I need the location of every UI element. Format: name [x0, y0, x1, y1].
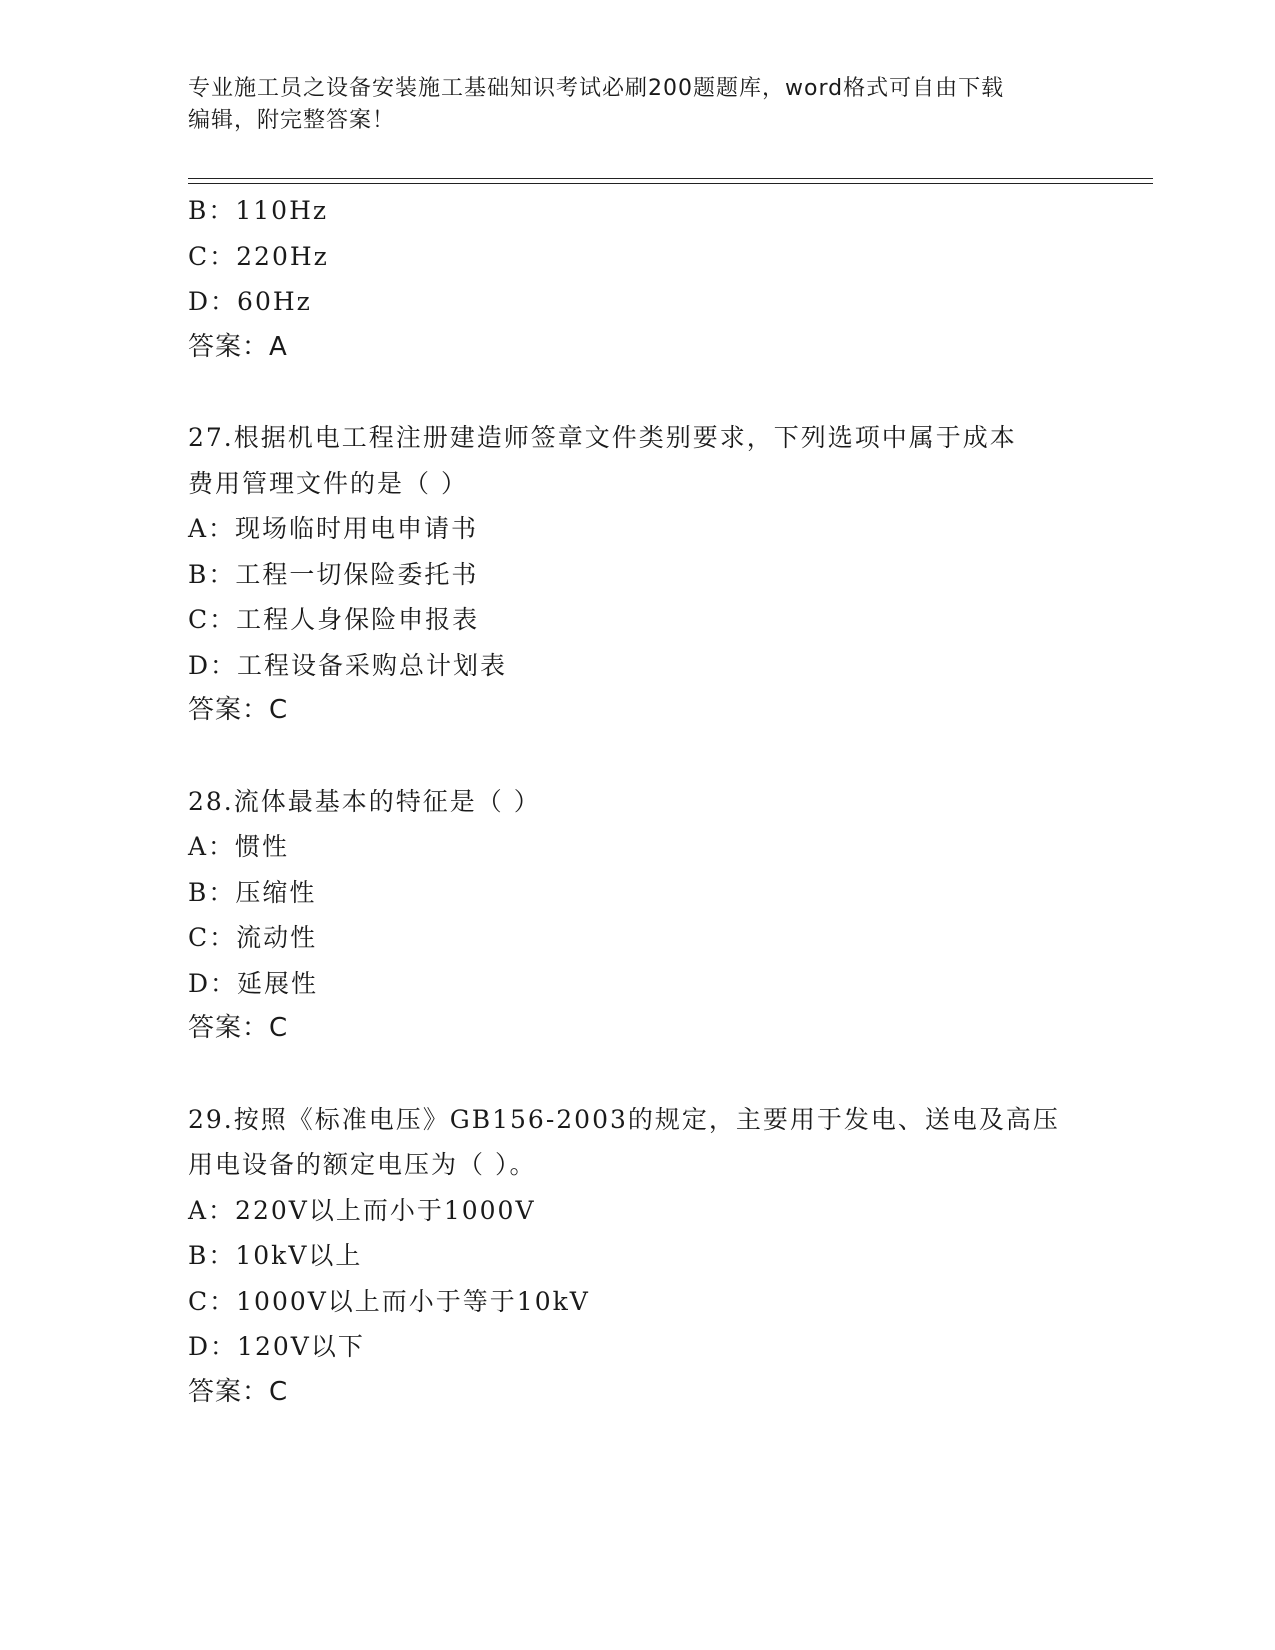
option-d: D：延展性: [188, 968, 319, 998]
option-b: B：工程一切保险委托书: [188, 559, 479, 589]
answer: 答案：C: [188, 1013, 289, 1043]
option-b: B：110Hz: [188, 196, 329, 225]
header-line-2: 编辑，附完整答案！: [188, 108, 396, 133]
question-stem-line: 28.流体最基本的特征是（ ）: [188, 786, 541, 816]
option-d: D：120V以下: [188, 1332, 365, 1361]
question-28: [188, 779, 1088, 1052]
option-c: C：220Hz: [188, 241, 329, 271]
question-stem-line: 费用管理文件的是（ ）: [188, 468, 468, 498]
question-stem-line: 27.根据机电工程注册建造师签章文件类别要求，下列选项中属于成本: [188, 423, 1017, 452]
option-c: C：工程人身保险申报表: [188, 605, 480, 634]
option-a: A：惯性: [188, 832, 290, 861]
option-a: A：220V以上而小于1000V: [188, 1195, 536, 1225]
partial-question: [188, 188, 1088, 370]
answer: 答案：A: [188, 331, 288, 362]
question-29: [188, 1097, 1088, 1416]
header-line-1: 专业施工员之设备安装施工基础知识考试必刷200题题库，word格式可自由下载: [188, 76, 1005, 101]
option-d: D：60Hz: [188, 287, 312, 316]
header-divider-bottom: [188, 183, 1153, 184]
header-divider-top: [188, 178, 1153, 179]
option-a: A：现场临时用电申请书: [188, 514, 479, 543]
question-stem-line: 29.按照《标准电压》GB156-2003的规定，主要用于发电、送电及高压: [188, 1104, 1060, 1134]
option-b: B：压缩性: [188, 877, 317, 907]
question-27: [188, 415, 1088, 734]
option-c: C：1000V以上而小于等于10kV: [188, 1286, 590, 1316]
option-d: D：工程设备采购总计划表: [188, 650, 508, 680]
answer: 答案：C: [188, 695, 289, 725]
option-c: C：流动性: [188, 923, 318, 952]
question-stem-line: 用电设备的额定电压为（ ）。: [188, 1150, 537, 1179]
answer: 答案：C: [188, 1376, 289, 1407]
document-header: [188, 73, 1088, 137]
question-content: [188, 188, 1088, 1415]
option-b: B：10kV以上: [188, 1241, 363, 1270]
